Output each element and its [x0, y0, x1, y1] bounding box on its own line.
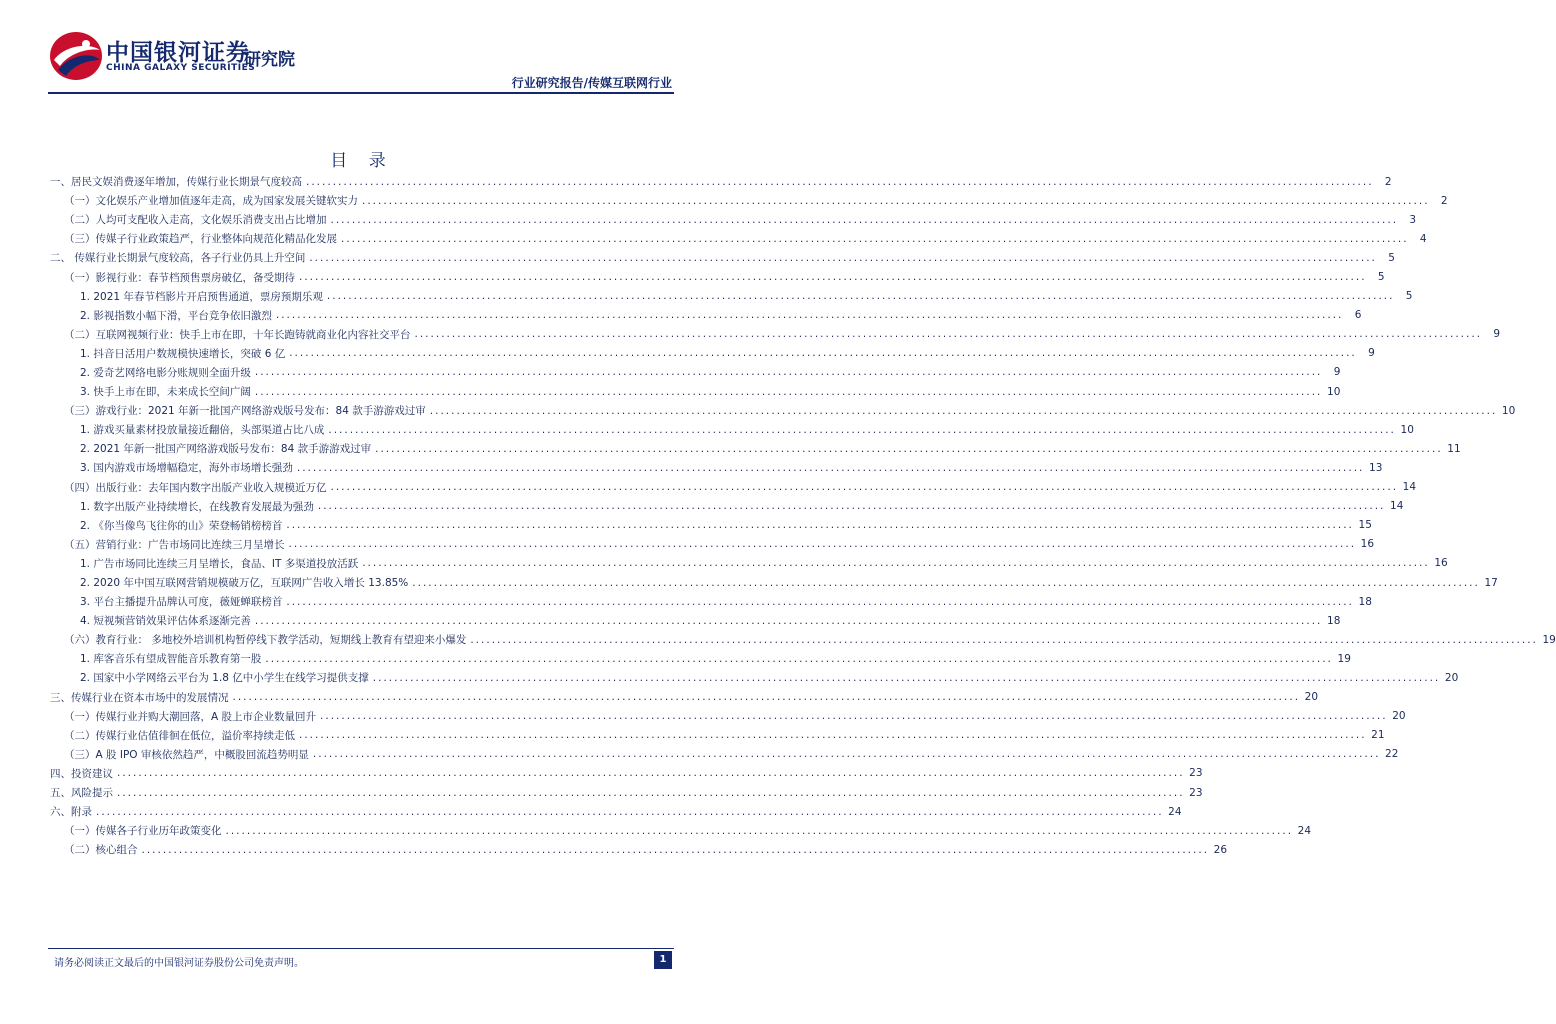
toc-entry-text: （四）出版行业：去年国内数字出版产业收入规模近万亿 — [64, 480, 331, 495]
toc-leader-dots: ........................................................................................................................................................................................................ — [362, 557, 1430, 570]
toc-leader-dots: ........................................................................................................................................................................................................ — [309, 251, 1377, 264]
toc-entry-text: 二、 传媒行业长期景气度较高，各子行业仍具上升空间 — [50, 250, 309, 265]
toc-entry[interactable] — [50, 668, 1459, 687]
logo-company-name: 中国银河证券 — [106, 40, 250, 66]
toc-page-number: 4 — [1419, 232, 1427, 245]
toc-page-number: 5 — [1405, 290, 1413, 303]
toc-entry-text: 1. 库客音乐有望成智能音乐教育第一股 — [80, 651, 265, 666]
toc-page-number: 18 — [1358, 595, 1372, 608]
toc-page-number: 23 — [1189, 786, 1203, 799]
toc-entry-text: （三）游戏行业：2021 年新一批国产网络游戏版号发布：84 款手游游戏过审 — [64, 403, 430, 418]
toc-entry[interactable] — [50, 306, 1362, 325]
toc-entry[interactable] — [50, 745, 1399, 764]
toc-entry[interactable] — [50, 325, 1501, 344]
footer-disclaimer: 请务必阅读正文最后的中国银河证券股份公司免责声明。 — [54, 958, 304, 969]
toc-entry-text: 1. 游戏买量素材投放量接近翻倍，头部渠道占比八成 — [80, 422, 328, 437]
toc-entry[interactable] — [50, 172, 1392, 191]
toc-leader-dots: ........................................................................................................................................................................................................ — [289, 347, 1357, 360]
logo-institute: 研究院 — [244, 50, 295, 70]
galaxy-logo-icon — [48, 30, 104, 82]
toc-leader-dots: ........................................................................................................................................................................................................ — [117, 786, 1185, 799]
toc-leader-dots: ........................................................................................................................................................................................................ — [330, 481, 1399, 494]
toc-entry-text: （一）传媒行业并购大潮回落，A 股上市企业数量回升 — [64, 709, 320, 724]
toc-leader-dots: ........................................................................................................................................................................................................ — [326, 290, 1395, 303]
toc-page-number: 16 — [1360, 538, 1375, 551]
toc-leader-dots: ........................................................................................................................................................................................................ — [328, 423, 1396, 436]
toc-page-number: 15 — [1358, 519, 1372, 532]
toc-leader-dots: ........................................................................................................................................................................................................ — [320, 710, 1388, 723]
toc-entry-text: （三）传媒子行业政策趋严，行业整体向规范化精品化发展 — [64, 231, 341, 246]
toc-leader-dots: ........................................................................................................................................................................................................ — [429, 404, 1498, 417]
toc-entry[interactable] — [50, 783, 1203, 802]
toc-page-number: 9 — [1368, 347, 1375, 360]
toc-entry[interactable] — [50, 592, 1372, 611]
toc-leader-dots: ........................................................................................................................................................................................................ — [275, 309, 1344, 322]
page-header — [0, 0, 724, 100]
toc-leader-dots: ........................................................................................................................................................................................................ — [265, 652, 1333, 665]
toc-page-number: 2 — [1384, 175, 1392, 188]
toc-leader-dots: ........................................................................................................................................................................................................ — [330, 213, 1399, 226]
toc-entry-text: 1. 数字出版产业持续增长，在线教育发展最为强劲 — [80, 499, 318, 514]
toc-entry[interactable] — [50, 363, 1341, 382]
toc-leader-dots: ........................................................................................................................................................................................................ — [286, 595, 1354, 608]
toc-page-number: 20 — [1444, 671, 1459, 684]
toc-entry[interactable] — [50, 420, 1414, 439]
toc-entry-text: 3. 快手上市在即，未来成长空间广阔 — [80, 384, 255, 399]
toc-leader-dots: ........................................................................................................................................................................................................ — [254, 614, 1323, 627]
toc-entry-text: 1. 广告市场同比连续三月呈增长，食品、IT 多渠道投放活跃 — [80, 556, 362, 571]
toc-entry-text: （二）传媒行业估值徘徊在低位，溢价率持续走低 — [64, 728, 299, 743]
toc-entry-text: （六）教育行业： 多地校外培训机构暂停线下教学活动，短期线上教育有望迎来小爆发 — [64, 632, 470, 647]
toc-leader-dots: ........................................................................................................................................................................................................ — [470, 633, 1538, 646]
toc-entry-text: （二）互联网视频行业：快手上市在即，十年长跑铸就商业化内容社交平台 — [64, 327, 415, 342]
toc-page-number: 18 — [1327, 614, 1341, 627]
toc-entry[interactable] — [50, 458, 1383, 477]
toc-entry[interactable] — [50, 516, 1372, 535]
toc-entry[interactable] — [50, 401, 1516, 420]
toc-leader-dots: ........................................................................................................................................................................................................ — [317, 500, 1386, 513]
toc-leader-dots: ........................................................................................................................................................................................................ — [341, 232, 1409, 245]
toc-entry-text: （一）文化娱乐产业增加值逐年走高，成为国家发展关键软实力 — [64, 193, 362, 208]
toc-page-number: 14 — [1390, 500, 1404, 513]
toc-entry[interactable] — [50, 229, 1427, 248]
toc-page-number: 13 — [1369, 461, 1383, 474]
toc-entry[interactable] — [50, 287, 1413, 306]
page-number-badge: 1 — [654, 951, 672, 969]
toc-entry[interactable] — [50, 210, 1417, 229]
toc-page-number: 10 — [1501, 404, 1516, 417]
toc-leader-dots: ........................................................................................................................................................................................................ — [254, 385, 1323, 398]
toc-entry[interactable] — [50, 267, 1385, 286]
table-of-contents — [50, 172, 1556, 859]
toc-entry-text: 1. 抖音日活用户数规模快速增长，突破 6 亿 — [80, 346, 289, 361]
toc-page-number: 16 — [1434, 557, 1448, 570]
toc-leader-dots: ........................................................................................................................................................................................................ — [414, 328, 1483, 341]
toc-entry-text: （一）传媒各子行业历年政策变化 — [64, 823, 226, 838]
toc-page-number: 22 — [1385, 748, 1399, 761]
toc-page-number: 19 — [1337, 652, 1351, 665]
toc-leader-dots: ........................................................................................................................................................................................................ — [288, 538, 1357, 551]
toc-entry[interactable] — [50, 764, 1203, 783]
toc-entry[interactable] — [50, 478, 1417, 497]
toc-entry[interactable] — [50, 821, 1312, 840]
report-type-label: 行业研究报告/传媒互联网行业 — [511, 76, 672, 90]
toc-entry[interactable] — [50, 535, 1375, 554]
toc-entry-text: （二）人均可支配收入走高，文化娱乐消费支出占比增加 — [64, 212, 331, 227]
header-divider — [48, 92, 674, 94]
toc-entry-text: 三、传媒行业在资本市场中的发展情况 — [50, 690, 233, 705]
toc-page-number: 24 — [1297, 824, 1312, 837]
toc-page-number: 21 — [1371, 729, 1385, 742]
toc-page-number: 26 — [1213, 843, 1228, 856]
toc-entry[interactable] — [50, 382, 1341, 401]
toc-leader-dots: ........................................................................................................................................................................................................ — [232, 691, 1301, 704]
toc-entry[interactable] — [50, 248, 1395, 267]
toc-page-number: 9 — [1333, 366, 1341, 379]
toc-entry-text: 3. 国内游戏市场增幅稳定，海外市场增长强劲 — [80, 460, 297, 475]
toc-entry-text: （二）核心组合 — [64, 842, 142, 857]
toc-entry[interactable] — [50, 439, 1461, 458]
toc-entry-text: 五、风险提示 — [50, 785, 117, 800]
toc-leader-dots: ........................................................................................................................................................................................................ — [225, 824, 1294, 837]
toc-leader-dots: ........................................................................................................................................................................................................ — [362, 194, 1430, 207]
footer-divider — [48, 948, 674, 949]
toc-entry[interactable] — [50, 611, 1341, 630]
toc-page-number: 2 — [1440, 194, 1448, 207]
company-logo — [48, 30, 313, 82]
toc-entry-text: 1. 2021 年春节档影片开启预售通道，票房预期乐观 — [80, 289, 327, 304]
toc-leader-dots: ........................................................................................................................................................................................................ — [412, 576, 1480, 589]
toc-page-number: 10 — [1400, 423, 1414, 436]
toc-leader-dots: ........................................................................................................................................................................................................ — [141, 843, 1210, 856]
toc-leader-dots: ........................................................................................................................................................................................................ — [296, 461, 1365, 474]
toc-entry[interactable] — [50, 802, 1182, 821]
toc-entry[interactable] — [50, 630, 1556, 649]
toc-leader-dots: ........................................................................................................................................................................................................ — [306, 175, 1374, 188]
toc-entry-text: 4. 短视频营销效果评估体系逐渐完善 — [80, 613, 255, 628]
toc-entry-text: 四、投资建议 — [50, 766, 117, 781]
toc-page-number: 14 — [1402, 481, 1417, 494]
toc-entry-text: 2. 2020 年中国互联网营销规模破万亿，互联网广告收入增长 13.85% — [80, 575, 412, 590]
toc-page-number: 5 — [1377, 271, 1385, 284]
toc-leader-dots: ........................................................................................................................................................................................................ — [372, 671, 1441, 684]
toc-leader-dots: ........................................................................................................................................................................................................ — [117, 767, 1185, 780]
toc-page-number: 3 — [1409, 213, 1417, 226]
toc-entry-text: 六、附录 — [50, 804, 96, 819]
toc-leader-dots: ........................................................................................................................................................................................................ — [375, 442, 1443, 455]
toc-page-number: 10 — [1327, 385, 1341, 398]
logo-english-name: CHINA GALAXY SECURITIES — [106, 63, 256, 73]
toc-leader-dots: ........................................................................................................................................................................................................ — [299, 271, 1367, 284]
toc-page-number: 5 — [1388, 251, 1395, 264]
toc-entry[interactable] — [50, 649, 1351, 668]
toc-entry-text: （三）A 股 IPO 审核依然趋严，中概股回流趋势明显 — [64, 747, 313, 762]
toc-leader-dots: ........................................................................................................................................................................................................ — [312, 748, 1381, 761]
toc-page-number: 20 — [1304, 691, 1319, 704]
toc-page-number: 11 — [1447, 442, 1461, 455]
toc-entry-text: 2. 爱奇艺网络电影分账规则全面升级 — [80, 365, 255, 380]
toc-leader-dots: ........................................................................................................................................................................................................ — [286, 519, 1354, 532]
toc-page-number: 6 — [1354, 309, 1362, 322]
toc-entry[interactable] — [50, 191, 1448, 210]
toc-page-number: 19 — [1542, 633, 1556, 646]
toc-page-number: 9 — [1493, 328, 1501, 341]
toc-title: 目 录 — [330, 151, 394, 171]
toc-page-number: 20 — [1392, 710, 1406, 723]
toc-entry[interactable] — [50, 554, 1448, 573]
toc-entry-text: 3. 平台主播提升品牌认可度，薇娅蝉联榜首 — [80, 594, 286, 609]
toc-entry-text: 2. 影视指数小幅下滑，平台竞争依旧激烈 — [80, 308, 276, 323]
toc-leader-dots: ........................................................................................................................................................................................................ — [254, 366, 1323, 379]
toc-entry[interactable] — [50, 688, 1319, 707]
toc-entry[interactable] — [50, 497, 1404, 516]
toc-page-number: 23 — [1189, 767, 1203, 780]
toc-entry-text: （五）营销行业：广告市场同比连续三月呈增长 — [64, 537, 289, 552]
toc-entry-text: 一、居民文娱消费逐年增加，传媒行业长期景气度较高 — [50, 174, 306, 189]
toc-entry[interactable] — [50, 573, 1498, 592]
toc-entry-text: 2. 国家中小学网络云平台为 1.8 亿中小学生在线学习提供支撑 — [80, 670, 373, 685]
toc-entry[interactable] — [50, 726, 1385, 745]
toc-page-number: 17 — [1484, 576, 1498, 589]
toc-entry[interactable] — [50, 840, 1228, 859]
toc-leader-dots: ........................................................................................................................................................................................................ — [96, 805, 1164, 818]
toc-entry[interactable] — [50, 344, 1375, 363]
toc-entry[interactable] — [50, 707, 1406, 726]
toc-entry-text: 2. 《你当像鸟飞往你的山》荣登畅销榜榜首 — [80, 518, 286, 533]
toc-entry-text: （一）影视行业：春节档预售票房破亿，备受期待 — [64, 270, 299, 285]
toc-leader-dots: ........................................................................................................................................................................................................ — [299, 729, 1367, 742]
toc-entry-text: 2. 2021 年新一批国产网络游戏版号发布：84 款手游游戏过审 — [80, 441, 375, 456]
toc-page-number: 24 — [1168, 805, 1182, 818]
